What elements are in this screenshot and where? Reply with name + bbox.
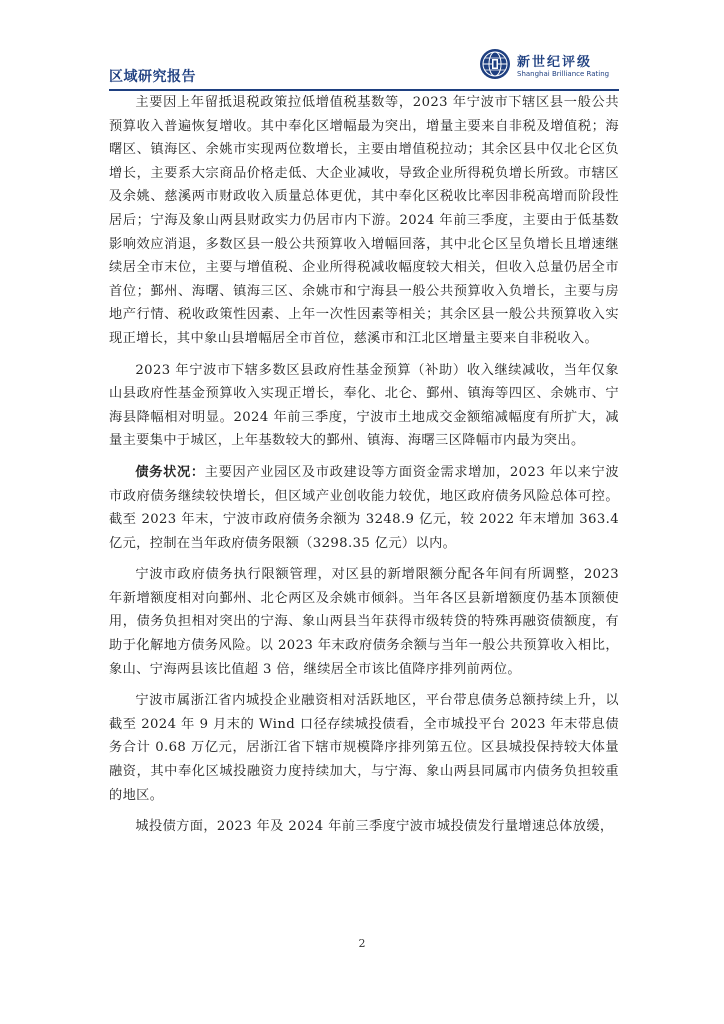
paragraph-lead: 债务状况：	[135, 464, 205, 480]
logo-name-cn: 新世纪评级	[517, 55, 593, 70]
page-header	[109, 46, 619, 90]
paragraph-text: 主要因上年留抵退税政策拉低增值税基数等，2023 年宁波市下辖区县一般公共预算收入普遍恢复增收。其中奉化区增幅最为突出，增量主要来自非税及增值税；海曙区、镇海区、余姚市实现两位数增长，主要由增值税拉动；其余区县中仅北仑区负增长，主要系大宗商品价格走低、大企业减收，导致企业所得税负增长所致。市辖区及余姚、慈溪两市财政收入质量总体更优，其中奉化区税收比率因非税高增而阶段性居后；宁海及象山两县财政实力仍居市内下游。2024 年前三季度，主要由于低基数影响效应消退，多数区县一般公共预算收入增幅回落，其中北仑区呈负增长且增速继续居全市末位，主要与增值税、企业所得税减收幅度较大相关，但收入总量仍居全市首位；鄞州、海曙、镇海三区、余姚市和宁海县一般公共预算收入负增长，主要与房地产行情、税收政策性因素、上年一次性因素等相关；其余区县一般公共预算收入实现正增长，其中象山县增幅居全市首位，慈溪市和江北区增量主要来自非税收入。	[109, 95, 619, 346]
paragraph-fund-budget-revenue	[109, 359, 619, 453]
paragraph-text: 城投债方面，2023 年及 2024 年前三季度宁波市城投债发行量增速总体放缓，	[135, 819, 614, 835]
company-logo	[479, 48, 619, 84]
globe-emblem-icon	[479, 48, 511, 80]
paragraph-debt-quota	[109, 563, 619, 681]
paragraph-text: 宁波市政府债务执行限额管理，对区县的新增限额分配各年间有所调整，2023 年新增额度相对向鄞州、北仑两区及余姚市倾斜。当年各区县新增额度仍基本顶额使用，债务负担相对突出的宁海、象山两县当年获得市级转贷的特殊再融资债额度，有助于化解地方债务风险。以 2023 年末政府债务余额与当年一般公共预算收入相比，象山、宁海两县该比值超 3 倍，继续居全市该比值降序排列前两位。	[109, 567, 619, 677]
report-body	[109, 91, 619, 847]
page-number: 2	[358, 937, 366, 950]
paragraph-lgfv-bonds	[109, 815, 619, 839]
paragraph-debt-status	[109, 461, 619, 555]
paragraph-text: 主要因产业园区及市政建设等方面资金需求增加，2023 年以来宁波市政府债务继续较快增长，但区域产业创收能力较优，地区政府债务风险总体可控。截至 2023 年末，宁波市政府债务余额为 3248.9 亿元，较 2022 年末增加 363.4 亿元，控制在当年政府债务限额（3298.35 亿元）以内。	[109, 464, 619, 551]
paragraph-general-budget-revenue	[109, 91, 619, 351]
paragraph-text: 2023 年宁波市下辖多数区县政府性基金预算（补助）收入继续减收，当年仅象山县政府性基金预算收入实现正增长，奉化、北仑、鄞州、镇海等四区、余姚市、宁海县降幅相对明显。2024 年前三季度，宁波市土地成交金额缩减幅度有所扩大，减量主要集中于城区，上年基数较大的鄞州、镇海、海曙三区降幅市内最为突出。	[109, 362, 619, 449]
report-section-title: 区域研究报告	[109, 69, 196, 85]
paragraph-text: 宁波市属浙江省内城投企业融资相对活跃地区，平台带息债务总额持续上升，以截至 2024 年 9 月末的 Wind 口径存续城投债看，全市城投平台 2023 年末带息债务合计 0.68 万亿元，居浙江省下辖市规模降序排列第五位。区县城投保持较大体量融资，其中奉化区城投融资力度持续加大，与宁海、象山两县同属市内债务负担较重的地区。	[109, 693, 619, 803]
paragraph-lgfv-debt	[109, 689, 619, 807]
logo-name-en: Shanghai Brilliance Rating	[517, 70, 610, 78]
